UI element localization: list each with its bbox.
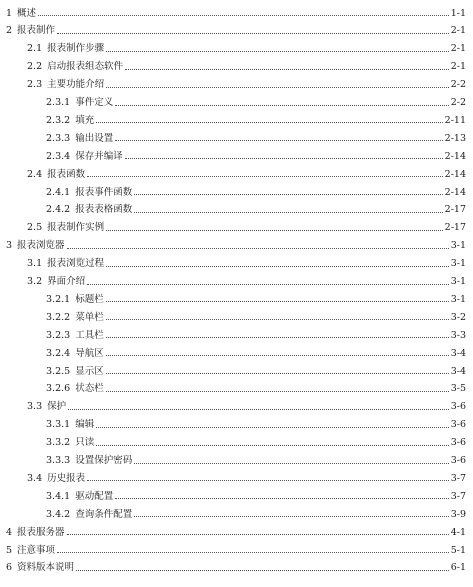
dot-leader xyxy=(106,266,449,267)
toc-entry-title: 报表制作 xyxy=(17,25,56,37)
dot-leader xyxy=(115,105,448,106)
dot-leader xyxy=(134,463,448,464)
toc-entry-page: 2-2 xyxy=(450,79,466,91)
toc-entry-title: 显示区 xyxy=(75,365,104,377)
toc-entry-number: 3.2.6 xyxy=(46,383,71,395)
dot-leader xyxy=(134,516,448,517)
dot-leader xyxy=(115,140,442,141)
toc-entry[interactable] xyxy=(46,340,466,358)
toc-entry[interactable] xyxy=(46,501,466,519)
dot-leader xyxy=(67,534,449,535)
toc-entry-page: 3-4 xyxy=(450,347,466,359)
toc-entry-title: 事件定义 xyxy=(75,97,114,108)
toc-entry[interactable] xyxy=(46,376,466,394)
dot-leader xyxy=(106,319,449,320)
toc-entry[interactable] xyxy=(27,72,466,90)
toc-entry-title: 报表浏览过程 xyxy=(47,258,105,270)
dot-leader xyxy=(134,212,442,213)
toc-entry-title: 保存并编译 xyxy=(75,150,123,162)
dot-leader xyxy=(106,51,449,52)
toc-entry-page: 2-14 xyxy=(444,186,466,198)
toc-entry-number: 2.5 xyxy=(27,222,43,234)
toc-entry-number: 3.1 xyxy=(27,258,43,270)
toc-entry-number: 3 xyxy=(6,240,13,252)
toc-entry[interactable] xyxy=(27,251,466,269)
toc-entry-page: 2-11 xyxy=(444,114,466,126)
toc-entry-title: 资料版本说明 xyxy=(17,562,75,574)
toc-entry-title: 概述 xyxy=(17,7,37,19)
toc-entry[interactable] xyxy=(6,555,466,573)
toc-entry[interactable] xyxy=(46,322,466,340)
toc-entry-page: 3-1 xyxy=(450,258,466,270)
toc-entry-title: 历史报表 xyxy=(47,472,86,484)
toc-entry-page: 3-6 xyxy=(450,419,466,431)
toc-entry-page: 3-6 xyxy=(450,437,466,449)
toc-entry[interactable] xyxy=(46,448,466,466)
toc-entry-number: 3.3 xyxy=(27,401,43,413)
toc-entry[interactable] xyxy=(46,286,466,304)
dot-leader xyxy=(106,87,449,88)
toc-entry-number: 2.3 xyxy=(27,79,43,91)
toc-entry[interactable] xyxy=(46,90,466,108)
toc-entry-page: 3-6 xyxy=(450,401,466,413)
toc-entry-title: 报表表格函数 xyxy=(75,204,133,216)
toc-entry-number: 6 xyxy=(6,562,13,574)
toc-entry[interactable] xyxy=(46,125,466,143)
toc-entry-page: 3-4 xyxy=(450,365,466,377)
dot-leader xyxy=(87,176,443,177)
toc-entry[interactable] xyxy=(46,179,466,197)
toc-entry-page: 3-1 xyxy=(450,293,466,305)
toc-entry-page: 3-9 xyxy=(450,508,466,520)
toc-entry[interactable] xyxy=(6,0,466,18)
toc-entry-number: 2.1 xyxy=(27,43,43,55)
toc-entry-title: 输出设置 xyxy=(75,132,114,144)
toc-entry-number: 2.4 xyxy=(27,168,43,180)
toc-entry-number: 3.3.1 xyxy=(46,419,71,431)
dot-leader xyxy=(106,391,449,392)
toc-entry-title: 填充 xyxy=(75,114,95,126)
toc-entry-number: 3.2.4 xyxy=(46,347,71,359)
toc-entry[interactable] xyxy=(46,358,466,376)
toc-entry-number: 2.3.4 xyxy=(46,150,71,162)
toc-entry-title: 工具栏 xyxy=(75,329,104,341)
toc-entry-page: 3-1 xyxy=(450,240,466,252)
toc-entry[interactable] xyxy=(27,161,466,179)
dot-leader xyxy=(57,33,449,34)
toc-entry-number: 2.4.1 xyxy=(46,186,71,198)
toc-entry[interactable] xyxy=(46,412,466,430)
toc-entry-page: 3-3 xyxy=(450,329,466,341)
toc-entry-title: 报表函数 xyxy=(47,168,86,180)
toc-entry-number: 1 xyxy=(6,7,13,19)
toc-entry-page: 5-1 xyxy=(450,544,466,556)
toc-entry-number: 3.2 xyxy=(27,276,43,287)
toc-entry-page: 3-5 xyxy=(450,383,466,395)
toc-entry[interactable] xyxy=(27,269,466,287)
toc-entry[interactable] xyxy=(27,465,466,483)
toc-entry-page: 2-17 xyxy=(444,204,466,216)
dot-leader xyxy=(106,373,449,374)
toc-entry-title: 状态栏 xyxy=(75,383,104,395)
dot-leader xyxy=(115,498,448,499)
toc-entry-page: 2-14 xyxy=(444,168,466,180)
dot-leader xyxy=(76,570,449,571)
toc-entry-number: 2.4.2 xyxy=(46,204,71,216)
toc-entry-number: 3.2.2 xyxy=(46,311,71,323)
toc-entry[interactable] xyxy=(46,304,466,322)
toc-entry-number: 3.3.3 xyxy=(46,455,71,466)
dot-leader xyxy=(106,301,449,302)
toc-entry-title: 保护 xyxy=(47,401,67,413)
toc-entry[interactable] xyxy=(6,519,466,537)
toc-entry-page: 3-1 xyxy=(450,276,466,287)
toc-entry-number: 2.3.3 xyxy=(46,132,71,144)
dot-leader xyxy=(57,552,449,553)
toc-entry-page: 2-14 xyxy=(444,150,466,162)
toc-entry-number: 3.2.5 xyxy=(46,365,71,377)
toc-entry-number: 3.3.2 xyxy=(46,437,71,449)
dot-leader xyxy=(134,194,442,195)
toc-entry[interactable] xyxy=(27,54,466,72)
toc-entry-page: 3-7 xyxy=(450,490,466,502)
toc-entry-page: 2-2 xyxy=(450,97,466,108)
toc-entry-page: 6-1 xyxy=(450,562,466,574)
toc-entry-title: 菜单栏 xyxy=(75,311,104,323)
toc-entry-title: 标题栏 xyxy=(75,293,104,305)
dot-leader xyxy=(125,158,443,159)
toc-entry-number: 2 xyxy=(6,25,13,37)
toc-entry-title: 报表浏览器 xyxy=(17,240,65,252)
toc-entry-title: 只读 xyxy=(75,437,95,449)
toc-entry-number: 3.4 xyxy=(27,472,43,484)
toc-entry-page: 3-2 xyxy=(450,311,466,323)
toc-entry-number: 2.3.1 xyxy=(46,97,71,108)
toc-entry-number: 3.2.1 xyxy=(46,293,71,305)
toc-entry-page: 2-17 xyxy=(444,222,466,234)
toc-entry-title: 报表服务器 xyxy=(17,526,65,538)
toc-entry-title: 导航区 xyxy=(75,347,104,359)
toc-entry-page: 2-1 xyxy=(450,61,466,73)
dot-leader xyxy=(38,15,449,16)
toc-entry-number: 2.2 xyxy=(27,61,43,73)
toc-entry-page: 1-1 xyxy=(450,7,466,19)
dot-leader xyxy=(106,337,449,338)
dot-leader xyxy=(68,409,449,410)
dot-leader xyxy=(96,122,442,123)
toc-entry-title: 界面介绍 xyxy=(47,276,86,287)
toc-entry-page: 2-1 xyxy=(450,43,466,55)
dot-leader xyxy=(106,355,449,356)
toc-entry-title: 主要功能介绍 xyxy=(47,79,105,91)
toc-entry-title: 注意事项 xyxy=(17,544,56,556)
toc-entry-number: 5 xyxy=(6,544,13,556)
toc-entry[interactable] xyxy=(46,197,466,215)
toc-entry-title: 报表事件函数 xyxy=(75,186,133,198)
toc-entry-page: 2-13 xyxy=(444,132,466,144)
toc-entry[interactable] xyxy=(6,233,466,251)
dot-leader xyxy=(87,284,449,285)
toc-entry[interactable] xyxy=(27,36,466,54)
toc-entry-title: 查询条件配置 xyxy=(75,508,133,520)
toc-entry[interactable] xyxy=(46,430,466,448)
toc-entry-title: 驱动配置 xyxy=(75,490,114,502)
toc-entry[interactable] xyxy=(27,394,466,412)
toc-entry-page: 3-6 xyxy=(450,455,466,466)
dot-leader xyxy=(106,230,443,231)
toc-entry-page: 2-1 xyxy=(450,25,466,37)
dot-leader xyxy=(125,69,449,70)
toc-entry-number: 2.3.2 xyxy=(46,114,71,126)
toc-entry[interactable] xyxy=(27,215,466,233)
dot-leader xyxy=(96,427,448,428)
dot-leader xyxy=(96,445,448,446)
toc-entry[interactable] xyxy=(46,483,466,501)
toc-entry-title: 启动报表组态软件 xyxy=(47,61,124,73)
toc-entry[interactable] xyxy=(46,107,466,125)
toc-entry-title: 报表制作实例 xyxy=(47,222,105,234)
toc-entry-number: 3.2.3 xyxy=(46,329,71,341)
toc-entry[interactable] xyxy=(6,537,466,555)
toc-entry-number: 3.4.2 xyxy=(46,508,71,520)
toc-entry[interactable] xyxy=(6,18,466,36)
toc-entry-title: 编辑 xyxy=(75,419,95,431)
toc-entry-title: 设置保护密码 xyxy=(75,455,133,466)
dot-leader xyxy=(87,480,449,481)
toc-entry-number: 3.4.1 xyxy=(46,490,71,502)
toc-entry-page: 4-1 xyxy=(450,526,466,538)
dot-leader xyxy=(67,248,449,249)
toc-entry-number: 4 xyxy=(6,526,13,538)
toc-entry-title: 报表制作步骤 xyxy=(47,43,105,55)
toc-entry[interactable] xyxy=(46,143,466,161)
toc-entry-page: 3-7 xyxy=(450,472,466,484)
